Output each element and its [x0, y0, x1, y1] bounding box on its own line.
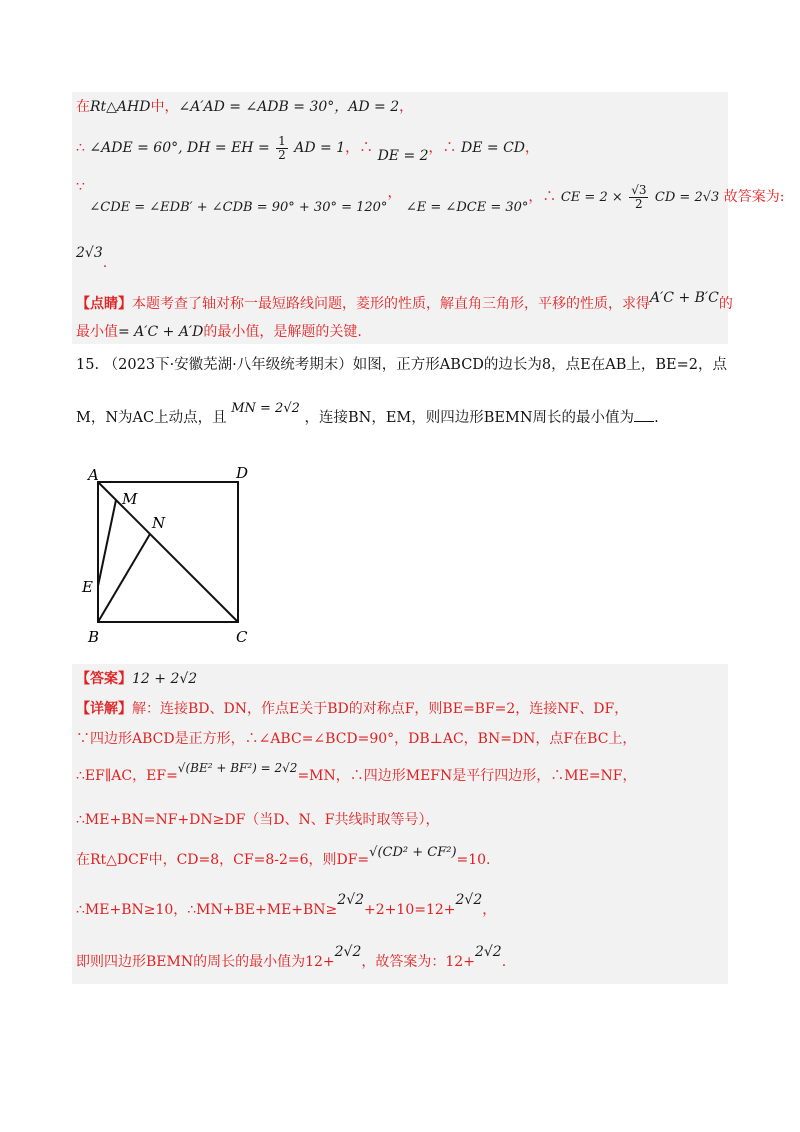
- answer-blank: [634, 407, 654, 422]
- detail-line-2: ∵四边形ABCD是正方形，∴∠ABC=∠BCD=90°，DB⊥AC，BN=DN，点F在BC上，: [76, 731, 637, 747]
- label-b: B: [88, 628, 100, 646]
- prev-comment-line-2: 最小值= A′C + A′D的最小值，是解题的关键.: [76, 324, 362, 340]
- detail-line-1: 【详解】解：连接BD、DN，作点E关于BD的对称点F，则BE=BF=2，连接NF、DF，: [76, 701, 629, 717]
- label-d: D: [236, 464, 249, 482]
- label-e: E: [82, 578, 93, 596]
- detail-line-7: 即则四边形BEMN的周长的最小值为12+2√2，故答案为：12+2√2.: [76, 944, 507, 970]
- answer-value: 12 + 2√2: [132, 671, 198, 687]
- problem-number: 15.: [76, 357, 100, 373]
- detail-line-6: ∴ME+BN≥10，∴MN+BE+ME+BN≥2√2+2+10=12+2√2，: [76, 892, 497, 918]
- label-c: C: [236, 628, 248, 646]
- segment-em: [98, 500, 116, 586]
- problem-source: （2023下·安徽芜湖·八年级统考期末）: [103, 357, 353, 373]
- problem-line-1: 15. （2023下·安徽芜湖·八年级统考期末）如图，正方形ABCD的边长为8，点E在AB上，BE=2，点: [76, 357, 727, 373]
- square-figure: [78, 460, 258, 650]
- prev-line-1: 在Rt△AHD中，∠A′AD = ∠ADB = 30°，AD = 2，: [76, 99, 414, 115]
- prev-line-4: 2√3.: [76, 245, 108, 271]
- prev-line-3: ∵ ∠CDE = ∠EDB′ + ∠CDB = 90° + 30° = 120°， ∠E = ∠DCE = 30°，∴ CE = 2 × $\frac{√3}{2}$ CD = 2√3 故答案为:: [76, 179, 785, 215]
- detail-line-5: 在Rt△DCF中，CD=8，CF=8-2=6，则DF=√(CD² + CF²)=10.: [76, 845, 491, 868]
- label-a: A: [88, 466, 99, 484]
- fraction-half: $\frac{1}{2}$: [278, 133, 286, 162]
- diagonal-ac: [98, 482, 238, 622]
- detail-line-3: ∴EF∥AC，EF=√(BE² + BF²) = 2√2=MN，∴四边形MEFN是平行四边形，∴ME=NF，: [76, 761, 637, 784]
- prev-line-2: ∴ ∠ADE = 60°, DH = EH = $\frac{1}{2}$ AD = 1，∴ DE = 2，∴ DE = CD，: [76, 133, 540, 164]
- problem-line-2: M，N为AC上动点，且 MN = 2√2 ，连接BN，EM，则四边形BEMN周长的最小值为 .: [76, 401, 659, 426]
- label-n: N: [152, 514, 166, 532]
- answer-line: [76, 669, 197, 689]
- prev-comment-line-1: 【点睛】本题考查了轴对称一最短路线问题，菱形的性质，解直角三角形，平移的性质，求得A′C + B′C的: [76, 290, 733, 312]
- answer-tag: 【答案】: [76, 671, 132, 687]
- label-m: M: [122, 490, 138, 508]
- fraction-sqrt3-over-2: $\frac{√3}{2}$: [631, 182, 647, 211]
- detail-line-4: ∴ME+BN=NF+DN≥DF（当D、N、F共线时取等号），: [76, 812, 440, 828]
